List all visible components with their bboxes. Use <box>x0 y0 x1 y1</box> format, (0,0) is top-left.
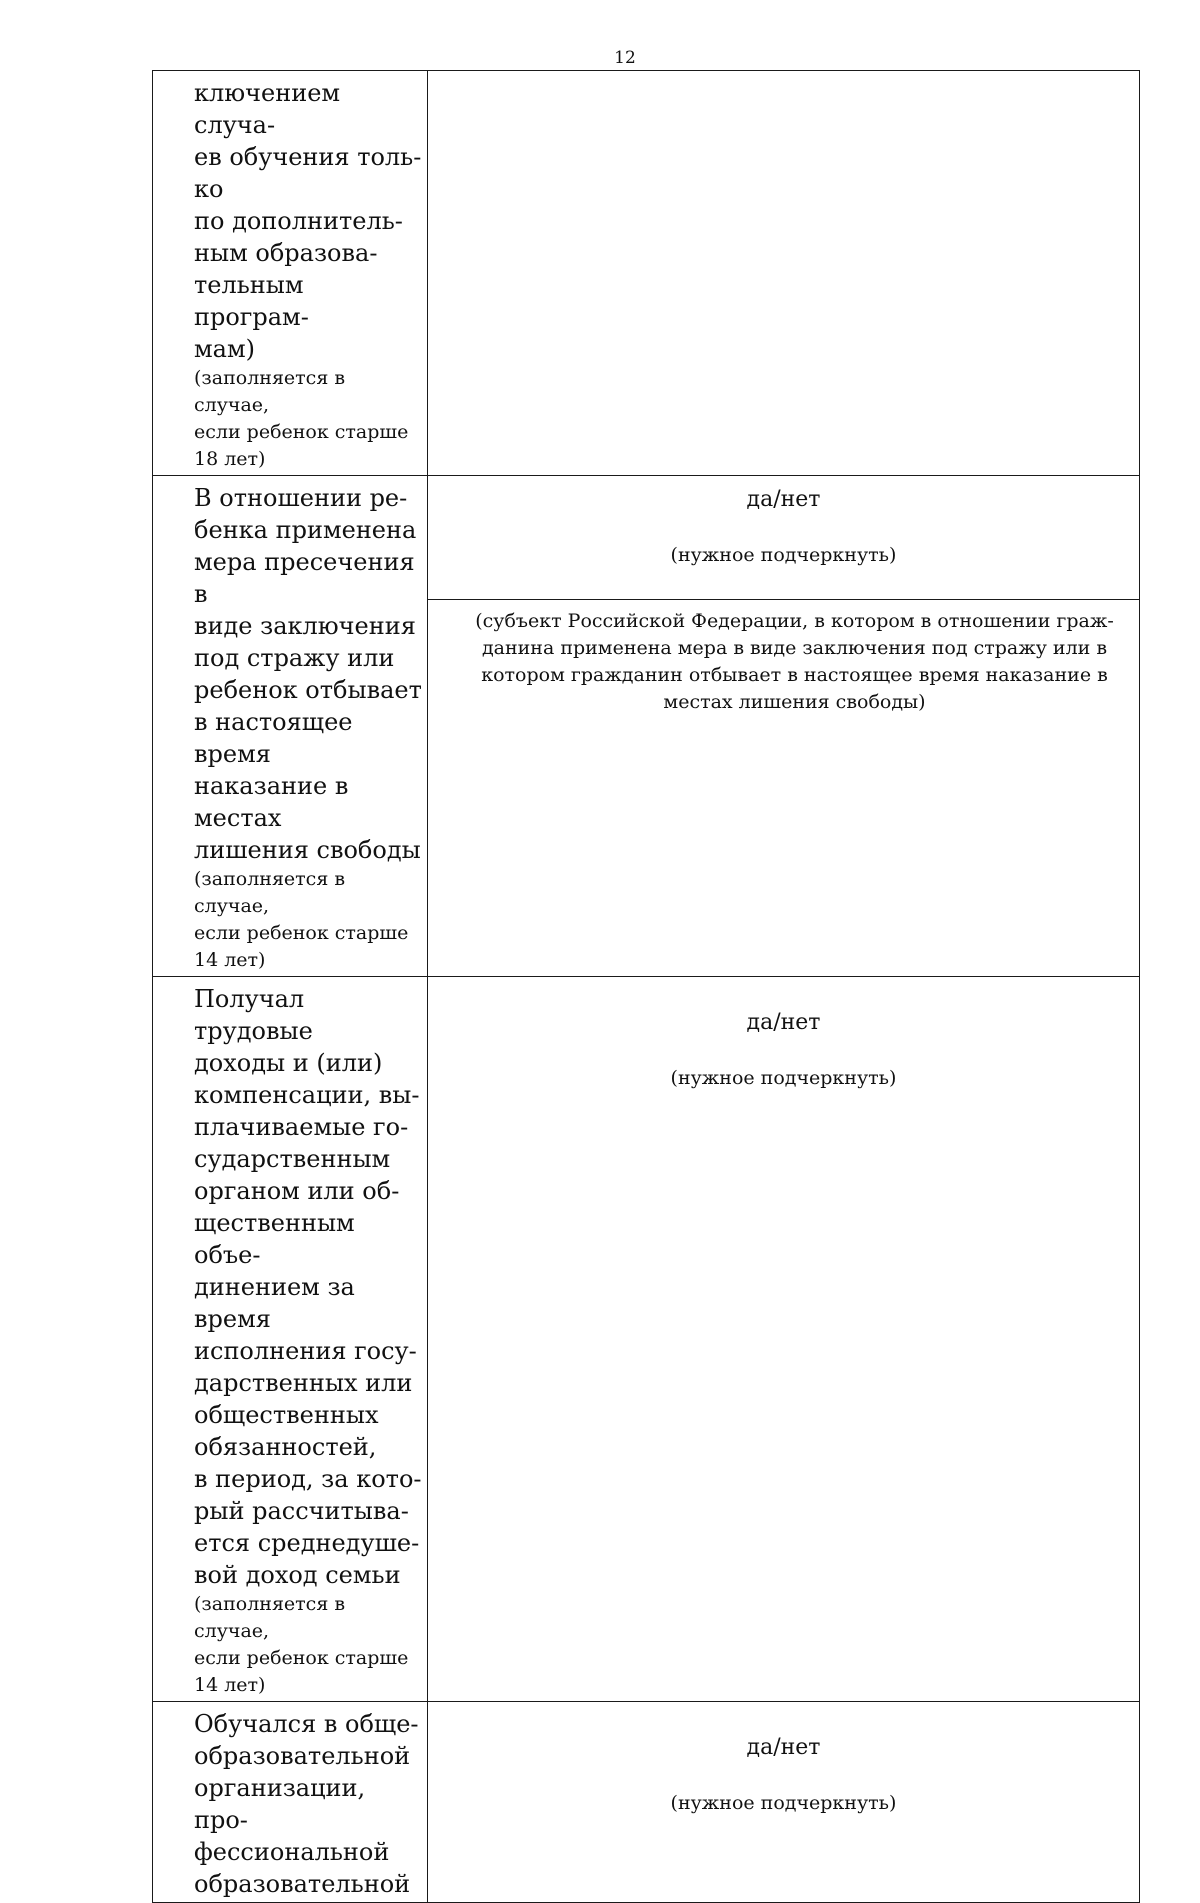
table-row-labor-income <box>153 977 1140 1702</box>
underline-hint: (нужное подчеркнуть) <box>670 1792 897 1814</box>
page-number: 12 <box>614 48 636 68</box>
row-label-note: (заполняется в случае, если ребенок старше 14 лет) <box>194 868 409 971</box>
row-value-cell-empty[interactable] <box>428 71 1140 476</box>
row-value-cell[interactable] <box>428 977 1140 1702</box>
row-label-text: ключением случа- ев обучения толь- ко по дополнитель- ным образова- тельным програм- мам) <box>194 79 422 363</box>
row-label-note: (заполняется в случае, если ребенок старше 14 лет) <box>194 1593 409 1696</box>
region-field-hint: (субъект Российской Федерации, в котором в отношении граж- данина применена мера в виде заключения под стражу или в котором гражданин отбывает в настоящее время наказание в местах лишения свободы) <box>475 610 1114 713</box>
table-row-detention <box>153 476 1140 977</box>
table-row-school-enrollment <box>153 1702 1140 1903</box>
row-label-text: В отношении ре- бенка применена мера пресечения в виде заключения под стражу или ребенок отбывает в настоящее время наказание в местах лишения свободы <box>194 484 422 864</box>
yes-no-choice[interactable]: да/нет <box>746 1010 821 1035</box>
row-value-cell <box>428 476 1140 977</box>
row-label-cell <box>153 71 428 476</box>
underline-hint: (нужное подчеркнуть) <box>670 544 897 566</box>
underline-hint: (нужное подчеркнуть) <box>670 1067 897 1089</box>
yes-no-choice[interactable]: да/нет <box>746 1735 821 1760</box>
table-row-additional-education <box>153 71 1140 476</box>
row-label-text: Обучался в обще- образовательной организации, про- фессиональной образовательной <box>194 1710 419 1898</box>
row-label-cell <box>153 977 428 1702</box>
row-value-cell[interactable] <box>428 1702 1140 1903</box>
row-label-text: Получал трудовые доходы и (или) компенсации, вы- плачиваемые го- сударственным органом или об- щественным объе- динением за время исполнения госу- дарственных или общественных обязанностей, в период, за кото- рый рассчитыва- ется среднедуше- вой доход семьи <box>194 985 422 1589</box>
form-table <box>152 70 1140 1903</box>
yes-no-choice[interactable]: да/нет <box>746 487 821 512</box>
row-label-cell <box>153 476 428 977</box>
yes-no-subcell[interactable] <box>428 476 1139 600</box>
row-label-note: (заполняется в случае, если ребенок старше 18 лет) <box>194 367 409 470</box>
row-label-cell <box>153 1702 428 1903</box>
